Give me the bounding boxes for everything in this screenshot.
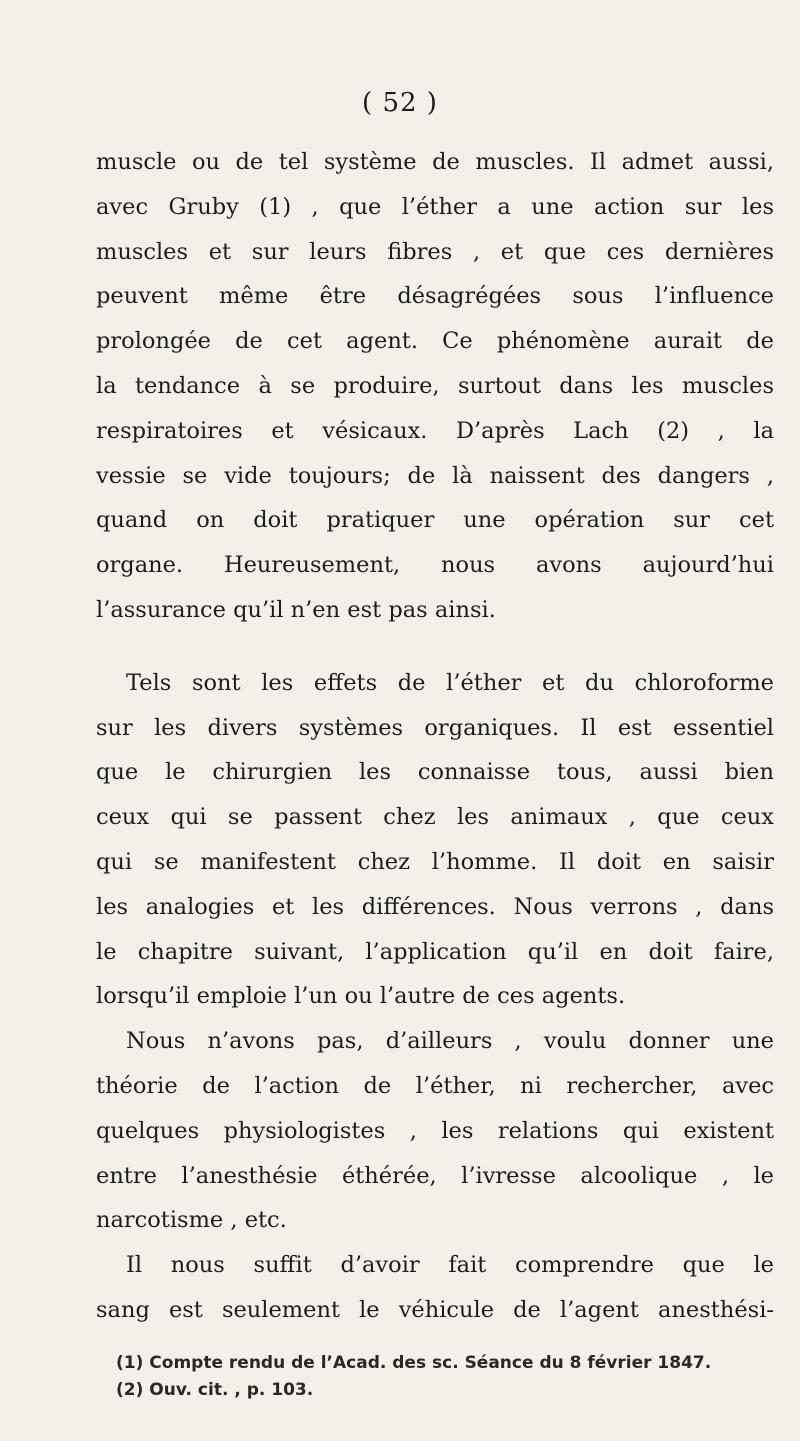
text-line: qui se manifestent chez l’homme. Il doit en saisir	[96, 848, 774, 875]
footnotes	[116, 1350, 776, 1404]
text-line: le chapitre suivant, l’application qu’il en doit faire,	[96, 938, 774, 965]
paragraph-1	[96, 140, 774, 633]
text-line: quand on doit pratiquer une opération sur cet	[96, 507, 774, 534]
text-line: narcotisme , etc.	[96, 1207, 287, 1234]
text-line: Nous n’avons pas, d’ailleurs , voulu donner une	[126, 1028, 774, 1055]
text-line: avec Gruby (1) , que l’éther a une action sur les	[96, 193, 774, 220]
paragraph-3	[96, 1019, 774, 1243]
page-number: ( 52 )	[362, 88, 438, 118]
text-line: respiratoires et vésicaux. D’après Lach (2) , la	[96, 417, 774, 444]
text-line: entre l’anesthésie éthérée, l’ivresse alcoolique , le	[96, 1162, 774, 1189]
text-line: les analogies et les différences. Nous verrons , dans	[96, 893, 774, 920]
paragraph-4	[96, 1243, 774, 1333]
footnote-2: (2) Ouv. cit. , p. 103.	[116, 1380, 314, 1400]
text-line: muscles et sur leurs fibres , et que ces dernières	[96, 238, 774, 265]
text-line: prolongée de cet agent. Ce phénomène aurait de	[96, 328, 774, 355]
text-line: théorie de l’action de l’éther, ni rechercher, avec	[96, 1072, 774, 1099]
text-line: muscle ou de tel système de muscles. Il admet aussi,	[96, 149, 774, 175]
text-line: ceux qui se passent chez les animaux , que ceux	[96, 804, 774, 831]
paragraph-gap	[96, 633, 774, 661]
text-line: l’assurance qu’il n’en est pas ainsi.	[96, 596, 496, 623]
text-line: Il nous suffit d’avoir fait comprendre que le	[126, 1252, 774, 1279]
text-line: peuvent même être désagrégées sous l’influence	[96, 283, 774, 310]
text-line: Tels sont les effets de l’éther et du chloroforme	[126, 669, 774, 696]
text-line: sur les divers systèmes organiques. Il est essentiel	[96, 714, 774, 741]
text-line: sang est seulement le véhicule de l’agent anesthési-	[96, 1296, 774, 1323]
body-text	[96, 140, 774, 1333]
text-line: vessie se vide toujours; de là naissent des dangers ,	[96, 462, 774, 489]
text-line: la tendance à se produire, surtout dans les muscles	[96, 372, 774, 399]
paragraph-2	[96, 661, 774, 1019]
text-line: quelques physiologistes , les relations qui existent	[96, 1117, 774, 1144]
text-line: organe. Heureusement, nous avons aujourd’hui	[96, 552, 774, 579]
text-line: lorsqu’il emploie l’un ou l’autre de ces agents.	[96, 983, 626, 1010]
text-line: que le chirurgien les connaisse tous, aussi bien	[96, 759, 774, 786]
footnote-1: (1) Compte rendu de l’Acad. des sc. Séance du 8 février 1847.	[116, 1353, 712, 1373]
